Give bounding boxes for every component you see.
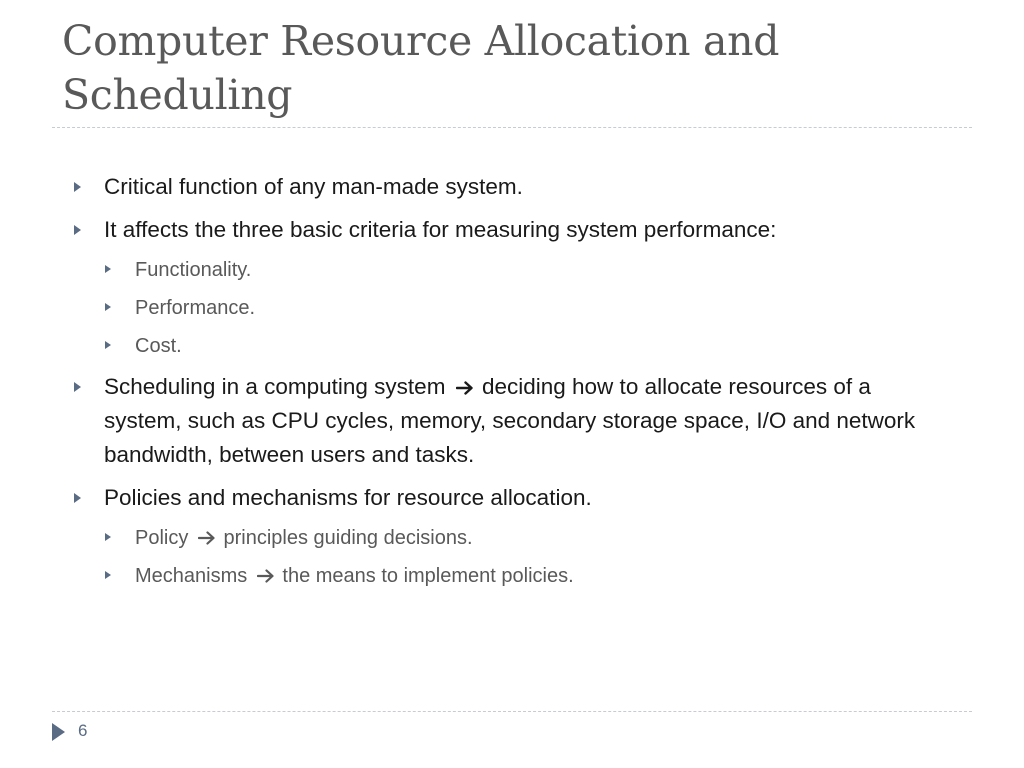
bullet-text-rest: deciding how to allocate resources of a system, such as CPU cycles, memory, secondary storage space, I/O and network bandwidth, between users and tasks. (104, 374, 916, 467)
title-divider (52, 127, 972, 128)
slide-title-line-1: Computer Resource Allocation and (62, 17, 780, 65)
slide-title (62, 14, 962, 122)
triangle-bullet-icon (74, 182, 81, 192)
bullet-list (72, 170, 952, 600)
arrow-right-icon (257, 569, 275, 583)
page-number: 6 (78, 721, 88, 740)
bullet-item (72, 170, 952, 204)
slide-title-line-2: Scheduling (62, 71, 293, 119)
bullet-text: Critical function of any man-made system. (104, 174, 523, 199)
footer-triangle-icon (52, 723, 65, 741)
triangle-bullet-icon (74, 382, 81, 392)
sub-bullet-text: Functionality. (135, 259, 252, 281)
sub-bullet-item (103, 562, 952, 590)
sub-bullet-item (103, 332, 952, 360)
sub-bullet-item (103, 294, 952, 322)
triangle-bullet-icon (105, 265, 111, 273)
bullet-item (72, 213, 952, 247)
bullet-item (72, 370, 952, 472)
triangle-bullet-icon (105, 571, 111, 579)
sub-bullet-term: Policy (135, 527, 189, 549)
triangle-bullet-icon (105, 533, 111, 541)
sub-bullet-text: Cost. (135, 335, 182, 357)
bullet-text-lead: Scheduling in a computing system (104, 374, 446, 399)
bullet-item (72, 481, 952, 515)
sub-bullet-item (103, 524, 952, 552)
arrow-right-icon (456, 381, 474, 395)
footer-divider (52, 711, 972, 712)
triangle-bullet-icon (105, 303, 111, 311)
sub-bullet-text: Performance. (135, 297, 256, 319)
triangle-bullet-icon (105, 341, 111, 349)
bullet-text: It affects the three basic criteria for measuring system performance: (104, 217, 777, 242)
sub-bullet-term: Mechanisms (135, 565, 248, 587)
sub-bullet-definition: principles guiding decisions. (223, 527, 473, 549)
triangle-bullet-icon (74, 225, 81, 235)
bullet-text: Policies and mechanisms for resource allocation. (104, 485, 592, 510)
sub-bullet-item (103, 256, 952, 284)
triangle-bullet-icon (74, 493, 81, 503)
sub-bullet-definition: the means to implement policies. (282, 565, 574, 587)
arrow-right-icon (198, 531, 216, 545)
